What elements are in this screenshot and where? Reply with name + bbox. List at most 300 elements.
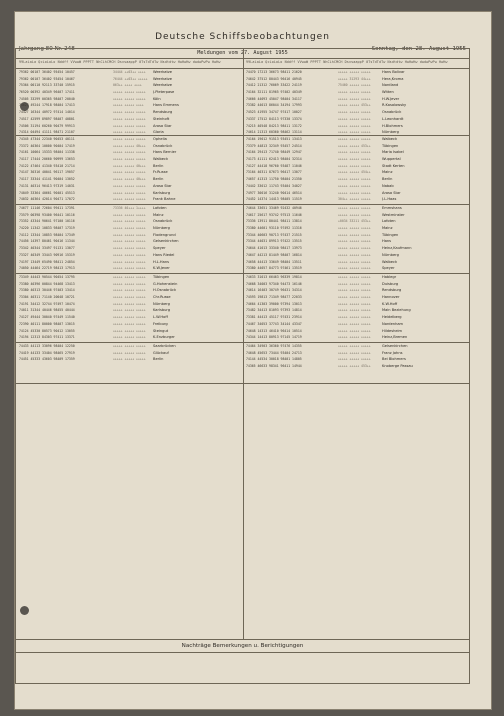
supplement-code: +++++ +++++ +++++ [113,344,146,348]
ship-name: Nordland [382,83,399,88]
observation-code: 73380 44057 84773 97461 13519 [246,266,302,271]
observation-code: 73382 44013 86044 34194 17993 [246,103,302,108]
observation-code: 73352 43344 90641 97100 10116 [19,219,75,224]
table-row [246,343,468,350]
table-row [19,259,241,266]
observation-code: 74614 16403 30749 96431 34314 [246,288,302,293]
ship-name: Wuppertal [382,157,401,162]
sheet-header [15,14,470,52]
table-row [246,307,468,314]
table-row [19,136,241,143]
observation-code: 76520 00392 40349 96407 17411 [19,90,75,95]
observation-code: 74345 47344 22340 90453 40111 [19,137,75,141]
ship-name: Arosa Star [153,183,172,188]
table-row [246,82,468,89]
table-row [19,96,241,103]
left-block [19,343,241,363]
left-block [19,274,241,341]
table-row [19,76,241,83]
table-row [19,225,241,232]
ship-name: Westminster [382,212,405,217]
ship-name: H.Blohmers [382,123,403,128]
ship-name: Walbeck [382,137,398,141]
table-row [246,294,468,301]
ship-name: Berlin [153,357,164,362]
ship-name: Duisburg [382,281,399,286]
supplement-code: +++++ +++++ +++++ [338,130,371,135]
observation-code: 74144 44534 30018 98401 14805 [246,357,302,362]
table-row [19,183,241,190]
observation-code: 74657 41313 11750 98404 21350 [246,177,302,182]
observation-code: 74147 30316 40041 96117 19057 [19,170,75,175]
table-row [246,314,468,321]
ship-name: Bei Blohmers [382,357,406,362]
observation-code: 73349 44443 90544 90454 13795 [19,275,75,279]
observation-code: 74427 16344 40972 97414 14014 [19,110,75,115]
ship-name: G.Hohenstein [153,281,178,286]
observation-code: 74191 34412 32744 97497 10474 [19,301,75,306]
supplement-code: +++++ +++++ +++++ [113,116,146,121]
observation-code: 73380 40396 00844 94468 13413 [19,281,75,286]
ship-name: Hera,Kroma [382,76,404,81]
table-row [19,252,241,259]
column-divider [243,49,244,639]
supplement-code: +++++ +++++ +++++ [338,335,371,340]
ship-name: K.W.Hoff [382,301,398,306]
table-row [19,287,241,294]
table-row [19,205,241,212]
ship-name: Speyer [153,246,166,251]
supplement-code: +++++ +++++ +++++ [338,116,371,121]
footer-section [15,640,470,684]
observation-code: 74131 40314 96413 97319 14031 [19,183,75,188]
supplement-code: +++++ +++++ +++++ [113,219,146,224]
observation-code: 74666 44093 45047 98404 34117 [246,96,302,101]
supplement-code: +++++ +++++ ++++ [113,103,144,108]
block-rule [16,383,469,384]
ship-name: Nürnberg [382,130,399,135]
observation-table [15,48,470,640]
page-title: Deutsche Schiffsbeobachtungen [155,32,330,42]
ship-name: Franz Johns [382,350,403,355]
right-block [246,205,468,272]
observation-code: 73372 40364 10000 90404 17419 [19,143,75,148]
supplement-code: +++++ +++++ +++++ [338,301,371,306]
jahrgang-label: Jahrgang 80 Nr. 248 [19,46,75,52]
ship-name: Heinz,Kaufmann [382,246,412,251]
table-row [19,356,241,363]
ship-name: Gelsenkirchen [153,239,179,244]
table-row [19,89,241,96]
supplement-code: +++++ +++++ +++++ [338,288,371,293]
observation-code: 74648 14313 46410 96414 10514 [246,328,302,333]
supplement-code: +++++ +++++ +++++ [113,301,146,306]
table-row [246,265,468,272]
observation-code: 79362 00107 36402 95454 10457 [19,70,75,74]
observation-code: 72390 40111 80000 98407 13015 [19,321,75,326]
ship-name: Main Beziehung [382,308,411,313]
ship-name: Weerkatze [153,76,172,81]
supplement-code: +++++ +++++ +++++ [113,266,146,271]
supplement-code: +++++ +++++ +++++ [113,252,146,257]
supplement-code: +++++ +++++ +++++ [113,259,146,264]
ship-name: Arosa Star [153,123,172,128]
supplement-code: 73336 40+++ 1++++ [113,206,146,210]
table-row [246,350,468,357]
table-row [19,129,241,136]
table-row [246,116,468,123]
supplement-code: +++++ +++++ +++++ [338,252,371,257]
date-label: Sonntag, den 28. August 1955 [371,46,466,52]
ship-name: Weerkatze [153,83,172,88]
observation-code: 74442 33012 11743 93404 34027 [246,183,302,188]
observation-code: 74677 11146 72604 99411 17391 [19,206,75,210]
table-row [246,196,468,203]
table-row [246,363,468,370]
table-row [246,238,468,245]
observation-code: 73482 34413 81093 97393 14814 [246,308,302,313]
table-row [246,143,468,150]
observation-code: 73304 40311 71140 20048 10721 [19,295,75,300]
ship-name: Mainz [382,170,393,175]
observation-code: 74194 12313 84303 97411 13371 [19,335,75,340]
ship-name: Ophelia [153,137,167,141]
table-row [246,334,468,341]
supplement-code: +++++ +++++ +++++ [113,295,146,300]
observation-code: 73344 44031 89913 97422 13515 [246,239,302,244]
ship-name: Lofoten [382,219,396,224]
right-block [246,69,468,136]
ship-name: R.Kasalowsky [382,103,407,108]
column-header-left: 99LaLaLa QcLoLoLo Nddff VVwwW PPPTT NhCLhCMCH DsvsaappP 0TsTdTdTw Nsdtdtw HwHwHw dwdwPwPw HwHw [19,60,221,64]
supplement-code: +++++ +++++ +++++ [113,212,146,217]
observation-code: 74593 19813 71349 98477 22033 [246,295,302,300]
supplement-code: +++++ +++++ +++++ [338,266,371,271]
ship-name: Stadt Kerten [382,163,405,168]
meldungen-heading: Meldungen vom 27. August 1955 [16,49,469,59]
ship-name: Gelsenkirchen [382,344,408,348]
table-row [246,76,468,83]
supplement-code: +++++ +++++ +++++ [338,190,371,195]
supplement-code: +++++ +++++ +++++ [113,328,146,333]
ship-name: Hannover [382,295,400,300]
supplement-code: +++++ +++++ +++++ [338,212,371,217]
observation-code: 75364 00110 92113 33740 15915 [19,83,75,88]
table-row [246,123,468,130]
observation-code: 74644 33651 33469 92432 40946 [246,206,302,210]
supplement-code: +++++ +++++ +++++ [338,123,371,128]
supplement-code: +++++ +++++ +++++ [113,170,146,175]
observation-code: 74344 14413 80913 97145 14719 [246,335,302,340]
supplement-code: +++++ +++++ 454++ [338,170,371,175]
observation-code: 74658 44413 33649 98404 13511 [246,259,302,264]
supplement-code: +++++ +++++ +++++ [338,350,371,355]
supplement-code: +++++ +++++ +++++ [113,357,146,362]
supplement-code: +++++ +++++ +++++ [338,308,371,313]
observation-code: 73342 40344 33497 91131 13077 [19,246,75,251]
observation-code: 73344 40603 90713 97437 21515 [246,232,302,237]
ship-name: H.Osnabrück [153,288,177,293]
observation-code: 74117 17444 20660 90999 13653 [19,157,75,162]
table-row [19,307,241,314]
supplement-code: +++++ +++++ +++++ [338,232,371,237]
observation-code: 74451 45333 43603 98409 17359 [19,357,75,362]
observation-code: 73336 13911 80441 98411 13814 [246,219,302,224]
table-row [19,274,241,281]
table-row [246,129,468,136]
ship-name: J.L.Haas [382,197,397,202]
supplement-code: +++++ +++++ +++++ [113,321,146,326]
supplement-code: +++++ +++++ +++++ [338,328,371,333]
ship-name: Weerkatze [153,70,172,74]
table-row [246,281,468,288]
table-row [19,265,241,272]
supplement-code: +++++ +++++ +++++ [338,137,371,141]
table-row [246,169,468,176]
supplement-code: +++++ +++++ +++++ [113,137,146,141]
observation-code: 73379 44813 32349 93457 24514 [246,143,302,148]
ship-name: Nürnberg [153,226,170,231]
observation-code: 74011 31344 40446 98455 40444 [19,308,75,313]
supplement-code: +++++ +++++ +++++ [113,288,146,293]
supplement-code: +++++ +++++ +++++ [113,226,146,231]
ship-name: L.W.Hoff [153,315,168,320]
observation-code: 74112 13344 10853 98404 17349 [19,232,75,237]
supplement-code: +++++ +++++ +++++ [113,350,146,355]
supplement-code: +++++ +++++ +++++ [113,246,146,251]
table-row [19,334,241,341]
observation-code: 74506 31194 60260 90479 99913 [19,123,75,128]
right-block [246,274,468,341]
ship-name: Osnabrück [382,110,402,115]
observation-code: 74049 33364 40661 90401 45513 [19,190,75,195]
ship-name: Chr.Russe [153,295,171,300]
observation-code: 74314 04494 41111 98471 21107 [19,130,75,135]
observation-code: 74664 41303 39000 97394 13013 [246,301,302,306]
observation-code: 74197 13449 65490 98411 24854 [19,259,75,264]
observation-code: 74050 44464 22719 98413 17913 [19,266,75,271]
supplement-code: 76444 ++03++ +++++ [113,76,148,81]
table-row [246,321,468,328]
table-row [19,196,241,203]
supplement-code: +++++ +++++ 453++ [338,143,371,148]
ship-name: Walbeck [153,157,169,162]
supplement-code: +++++ +++++ +++++ [338,275,371,279]
observation-code: 74124 45330 80573 90412 13055 [19,328,75,333]
ship-name: Arosa Star [382,190,401,195]
observation-code: 74164 19012 91513 93451 13413 [246,137,302,141]
table-row [19,156,241,163]
observation-code: 73579 00398 93400 96441 10116 [19,212,75,217]
table-row [19,69,241,76]
supplement-code: +++++ +++++ +++++ [338,315,371,320]
ship-name: Tübingen [382,143,399,148]
ship-name: Steinhoft [153,116,170,121]
ship-name: Heinz,Bremen [382,335,408,340]
observation-code: 74161 10064 15333 98404 11338 [19,150,75,155]
ship-name: K.W.Jever [153,266,170,271]
supplement-code: +++++ 31293 44+++ [338,76,371,81]
ship-name: Berlin [153,163,164,168]
left-block [19,136,241,203]
table-row [19,232,241,239]
supplement-code: +++++ +++++ +++++ [113,275,146,279]
supplement-code: +++++ +++++ +++++ [338,259,371,264]
supplement-code: +++++ +++++ 453++ [338,103,371,108]
ship-name: Köln [153,96,161,101]
observation-code: 74456 14397 80461 90416 11344 [19,239,75,244]
ship-name: Nürnberg [382,252,399,257]
supplement-code: +++++ +++++ +++++ [338,357,371,362]
right-block [246,136,468,203]
supplement-code: +++++ +++++ +++++ [338,206,371,210]
table-row [246,176,468,183]
supplement-code: +++++ +++++ +++++ [113,308,146,313]
table-row [246,218,468,225]
ship-name: Fr.Russe [153,170,168,175]
supplement-code: +++++ +++++ +++++ [113,335,146,340]
left-block [19,205,241,272]
table-row [246,89,468,96]
observation-code: 74122 47464 41340 93410 21714 [19,163,75,168]
observation-code: 74127 44418 96760 93487 11046 [246,163,302,168]
supplement-code: +++++ +++++ +++++ [338,150,371,155]
supplement-code: +++++ +++++ 453++ [338,364,371,369]
observation-code: 74523 41955 34747 97417 10027 [246,110,302,115]
supplement-code: +++++ +++++ +++++ [338,281,371,286]
supplement-code: +++++ +++++ +++++ [338,96,371,101]
table-row [19,163,241,170]
ship-name: Flodengrund [153,232,176,237]
ship-name: Nabab [382,183,394,188]
observation-code: 74419 44133 33404 98465 27919 [19,350,75,355]
table-row [19,314,241,321]
observation-code: 74617 25617 93742 97513 11646 [246,212,302,217]
supplement-code: +++++ +++++ 40+++ [113,177,146,182]
supplement-code: +++++ +++++ +++++ [338,344,371,348]
supplement-code: +++++ +++++ +++++ [113,239,146,244]
table-row [19,116,241,123]
observation-code: 74127 49444 30040 97449 11540 [19,315,75,320]
table-row [19,190,241,197]
observation-code: 74117 33344 41141 90404 13052 [19,177,75,182]
table-row [19,169,241,176]
ship-name: Berlin [153,177,164,182]
table-row [246,190,468,197]
ship-name: Hans Emmens [153,103,179,108]
observation-code: 74365 46633 98341 96411 14944 [246,364,302,369]
table-row [246,156,468,163]
supplement-code: +++++ +++++ +++++ [113,150,146,155]
ship-name: Lofoten [153,206,167,210]
left-block [19,69,241,136]
ship-name: K.Enzburger [153,335,175,340]
supplement-code: +++++ +++++ +++++ [113,197,146,202]
ship-name: Karlsburg [153,190,171,195]
observation-code: 74627 49244 17918 98404 17413 [19,103,75,108]
ship-name: Hildesheim [382,328,403,333]
table-row [246,287,468,294]
observation-code: 74215 40548 84213 98411 13172 [246,123,302,128]
ship-name: Hablegr [382,275,397,279]
supplement-code: +++++ +++++ +++++ [113,183,146,188]
table-row [246,259,468,266]
supplement-code: +++++ +++++ +++++ [338,295,371,300]
ship-name: Nürnberg [153,301,170,306]
observation-code: 74467 34053 37743 34144 43347 [246,321,302,326]
table-row [19,218,241,225]
observation-code: 73380 44601 93110 97492 11316 [246,226,302,231]
footer-rule [16,652,469,653]
supplement-code: +++++ +++++ +++++ [113,315,146,320]
ship-name: Osnabrück [153,219,173,224]
table-row [19,321,241,328]
supplement-code: +++++ +++++ +++++ [113,123,146,128]
table-row [19,109,241,116]
observation-code: 74614 21313 60360 98462 13114 [246,130,302,135]
supplement-code: +++++ +++++ +++++ [113,110,146,115]
table-row [246,163,468,170]
supplement-code: +++++ +++++ +++++ [113,232,146,237]
supplement-code: +++++ +++++ +++++ [338,90,371,95]
table-row [246,225,468,232]
observation-code: 74433 44113 33096 98404 12250 [19,344,75,348]
ship-name: Hans Riedel [153,252,175,257]
ship-name: Saarbrücken [153,344,176,348]
footer-label: Nachträge Bemerkungen u. Berichtigungen [181,643,304,649]
table-row [19,238,241,245]
ship-name: H.L.Hans [153,259,169,264]
supplement-code: +++++ +++++ +++++ [113,157,146,162]
supplement-code: +++++ +++++ +++++ [113,90,146,95]
column-header-right: 99LaLaLa QcLoLoLo Nddff VVwwW PPPTT NhCLhCMCH DsvsaappP 0TsTdTdTw Nsdtdtw HwHwHw dwdwPwPw HwHw [246,60,448,64]
observation-code: 73380 40313 30446 97403 13414 [19,288,75,293]
table-row [246,274,468,281]
table-row [19,123,241,130]
ship-name: Knoberge Passau [382,364,413,369]
ship-name: Walbeck [382,259,398,264]
table-row [246,136,468,143]
table-row [19,343,241,350]
ship-name: Hans Bernier [153,150,177,155]
ship-name: Tübingen [153,275,170,279]
observation-code: 74164 29413 71740 98449 12947 [246,150,302,155]
supplement-code: 34444 ++03++ ++++ [113,70,146,74]
ship-name: L.Leonhardt [382,116,404,121]
table-row [246,149,468,156]
ship-name: Witten [382,90,394,95]
supplement-code: +++++ +++++ +++++ [338,226,371,231]
table-row [246,69,468,76]
supplement-code: +++++ +++++ +++++ [338,177,371,182]
supplement-code: +++++ +++++ +++++ [338,163,371,168]
observation-code: 74164 32111 81965 97402 40349 [246,90,302,95]
table-row [246,109,468,116]
supplement-code: +++++ +++++ +++++ [338,157,371,162]
supplement-code: +++++ +++++ +++++ [338,183,371,188]
supplement-code: +++++ +++++ 40+++ [113,163,146,168]
observation-code: 74464 34903 36360 97476 14355 [246,344,302,348]
ship-name: Glückauf [153,350,169,355]
table-row [19,281,241,288]
ship-name: Steingut [153,328,169,333]
supplement-code: +++++ +++++ +++++ [113,130,146,135]
observation-code: 74648 45653 73444 93404 24713 [246,350,302,355]
table-row [19,301,241,308]
ship-name: Mainz [153,212,164,217]
ship-name: Nordenham [382,321,404,326]
table-row [19,176,241,183]
